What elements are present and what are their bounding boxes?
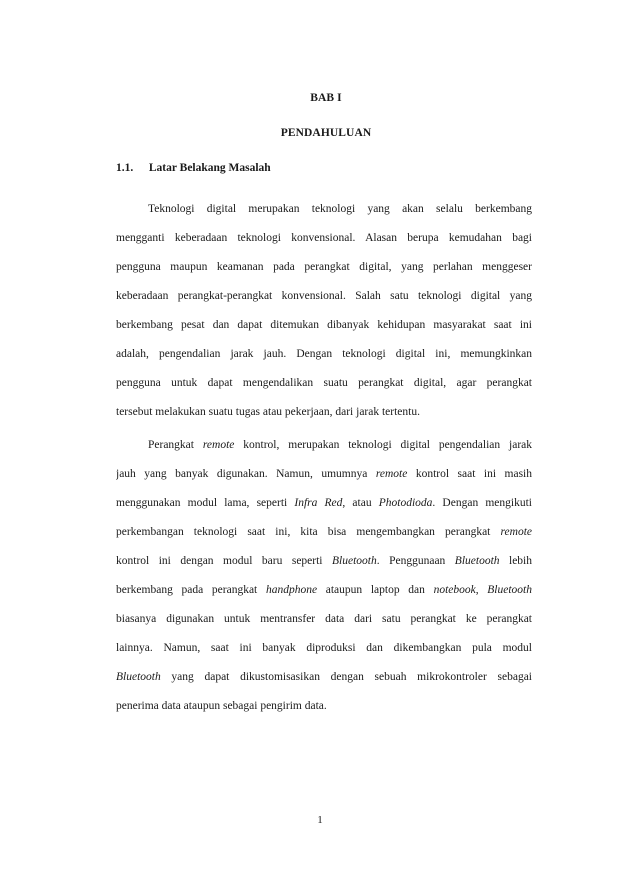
italic-term: handphone [265,584,318,596]
italic-term: remote [375,468,408,480]
text-run: penerima data ataupun sebagai pengirim data. [116,700,327,712]
chapter-number: BAB I [310,92,342,104]
paragraph-line: pengguna untuk dapat mengendalikan suatu perangkat digital, agar perangkat [116,377,532,389]
page-number: 1 [317,814,323,826]
text-run: , atau [342,497,379,509]
section-heading [116,162,271,174]
paragraph-line: berkembang pesat dan dapat ditemukan dibanyak kehidupan masyarakat saat ini [116,319,532,331]
text-run: . Penggunaan [376,555,455,567]
paragraph-line: adalah, pengendalian jarak jauh. Dengan teknologi digital ini, memungkinkan [116,348,532,360]
paragraph-line [116,437,532,466]
text-run: biasanya digunakan untuk mentransfer data dari satu perangkat ke perangkat [116,613,532,625]
paragraph-line: keberadaan perangkat-perangkat konvensional. Salah satu teknologi digital yang [116,290,532,302]
text-run: kontrol ini dengan modul baru seperti [116,555,332,567]
italic-term: remote [202,439,235,451]
chapter-title: PENDAHULUAN [280,127,372,139]
paragraph-line: tersebut melakukan suatu tugas atau pekerjaan, dari jarak tertentu. [116,406,420,418]
text-run: . Dengan mengikuti [432,497,532,509]
text-run: perkembangan teknologi saat ini, kita bisa mengembangkan perangkat [116,526,501,538]
text-run: jauh yang banyak digunakan. Namun, umumnya [116,468,376,480]
paragraph-line [116,698,532,727]
text-run: kontrol saat ini masih [407,468,532,480]
text-run: berkembang pada perangkat [116,584,266,596]
italic-term: notebook [433,584,476,596]
paragraph-line [116,669,532,698]
text-run: ataupun laptop dan [317,584,434,596]
paragraph-2 [116,437,532,727]
paragraph-line [116,553,532,582]
paragraph-line: pengguna maupun keamanan pada perangkat digital, yang perlahan menggeser [116,261,532,273]
paragraph-line [116,524,532,553]
italic-term: Infra Red [294,497,343,509]
italic-term: Bluetooth [487,584,532,596]
italic-term: remote [500,526,532,538]
paragraph-line: Teknologi digital merupakan teknologi yang akan selalu berkembang [148,203,532,215]
section-number: 1.1. [116,162,134,174]
text-run: Perangkat [148,439,203,451]
paragraph-line: mengganti keberadaan teknologi konvensional. Alasan berupa kemudahan bagi [116,232,532,244]
text-run: lebih [499,555,532,567]
italic-term: Bluetooth [332,555,377,567]
italic-term: Photodioda [378,497,433,509]
paragraph-line [116,582,532,611]
italic-term: Bluetooth [116,671,161,683]
text-run: yang dapat dikustomisasikan dengan sebuah mikrokontroler sebagai [160,671,532,683]
italic-term: Bluetooth [454,555,500,567]
paragraph-line [116,495,532,524]
text-run: , [475,584,488,596]
text-run: lainnya. Namun, saat ini banyak diproduksi dan dikembangkan pula modul [116,642,532,654]
paragraph-line [116,466,532,495]
section-title: Latar Belakang Masalah [148,162,271,174]
paragraph-line [116,611,532,640]
paragraph-1 [116,201,532,433]
text-run: kontrol, merupakan teknologi digital pengendalian jarak [234,439,532,451]
paragraph-line [116,640,532,669]
text-run: menggunakan modul lama, seperti [116,497,295,509]
